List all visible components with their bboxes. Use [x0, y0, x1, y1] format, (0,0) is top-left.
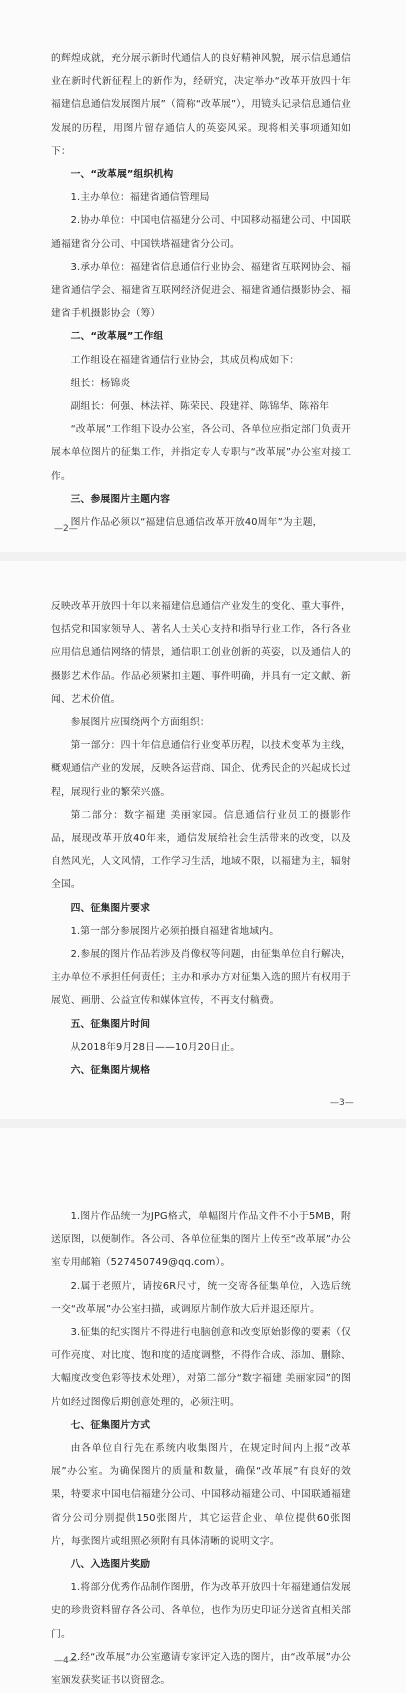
page-number: —3—	[330, 1098, 354, 1108]
body-paragraph: 1.第一部分参展图片必须拍摄自福建省地域内。	[70, 925, 280, 937]
body-paragraph: 2.经“改革展”办公室邀请专家评定入选的图片，由“改革展”办公室颁发获奖证书以资留念。	[51, 1651, 351, 1687]
section-heading: 七、征集图片方式	[70, 1419, 151, 1431]
body-paragraph: 由各单位自行先在系统内收集图片，在规定时间内上报“改革展”办公室。为确保图片的质量和数量，确保“改革展”有良好的效果，特要求中国电信福建分公司、中国移动福建公司、中国联通福建省分公司分别提供150张图片，其它运营企业、单位提供60张图片，每张图片或组照必须附有具体清晰的说明文字。	[51, 1443, 351, 1547]
body-paragraph: 1.主办单位：福建省通信管理局	[70, 192, 210, 204]
body-paragraph: 图片作品必须以“福建信息通信改革开放40周年”为主题，	[70, 517, 323, 529]
body-paragraph: 3.承办单位：福建省信息通信行业协会、福建省互联网协会、福建省通信学会、福建省互联网经济促进会、福建省通信摄影协会、福建省手机摄影协会（筹）	[51, 261, 351, 320]
section-heading: 八、入选图片奖励	[70, 1559, 151, 1571]
section-heading: 三、参展图片主题内容	[70, 493, 171, 505]
body-paragraph: 2.协办单位：中国电信福建分公司、中国移动福建公司、中国联通福建省分公司、中国铁塔福建省分公司。	[51, 215, 351, 250]
page-number: —4—	[54, 1656, 78, 1666]
body-paragraph: 2.属于老照片，请按6R尺寸，统一交寄各征集单位，入选后统一交“改革展”办公室扫描，或调原片制作放大后并退还原片。	[51, 1280, 351, 1315]
section-heading: 六、征集图片规格	[70, 1065, 151, 1077]
section-heading: 一、“改革展”组织机构	[70, 169, 174, 181]
document-page-3	[0, 561, 406, 1119]
body-paragraph: 1.将部分优秀作品制作图册，作为改革开放四十年福建通信发展史的珍贵资料留存各公司、各单位，也作为历史印证分送省直相关部门。	[51, 1582, 351, 1640]
body-paragraph: 组长：杨锦炎	[70, 377, 131, 389]
body-paragraph: 的辉煌成就，充分展示新时代通信人的良好精神风貌，展示信息通信业在新时代新征程上的新作为，经研究，决定举办“改革开放四十年福建信息通信发展图片展”（简称“改革展”），用镜头记录信息通信业发展的历程，用图片留存通信人的英姿风采。现将相关事项通知如下：	[51, 53, 351, 157]
page-2-body	[51, 47, 351, 534]
body-paragraph: 第二部分：数字福建 美丽家园。信息通信行业员工的摄影作品，展现改革开放40年来，通信发展给社会生活带来的改变，以及自然风光，人文风情，工作学习生活，地域不限，以福建为主，辐射全国。	[51, 809, 351, 891]
body-paragraph: 第一部分：四十年信息通信行业变革历程，以技术变革为主线，概观通信产业的发展，反映各运营商、国企、优秀民企的兴起成长过程，展现行业的繁荣兴盛。	[51, 740, 351, 798]
body-paragraph: 参展图片应围绕两个方面组织：	[70, 717, 210, 729]
section-heading: 五、征集图片时间	[70, 1018, 151, 1030]
body-paragraph: 2.参展的图片作品若涉及肖像权等问题，由征集单位自行解决，主办单位不承担任何责任；主办和承办方对征集入选的照片有权用于展览、画册、公益宣传和媒体宣传，不再支付稿费。	[51, 949, 351, 1007]
section-heading: 二、“改革展”工作组	[70, 331, 164, 343]
body-paragraph: 1.图片作品统一为JPG格式，单幅图片作品文件不小于5MB，附送原图，以便制作。各公司、各单位征集的图片上传至“改革展”办公室专用邮箱（527450749@qq.com）。	[51, 1211, 351, 1269]
page-4-body	[51, 1205, 351, 1692]
page-3-body	[51, 595, 351, 1082]
body-paragraph: 从2018年9月28日——10月20日止。	[70, 1041, 241, 1053]
body-paragraph: “改革展”工作组下设办公室，各公司、各单位应指定部门负责开展本单位图片的征集工作，并指定专人专职与“改革展”办公室对接工作。	[51, 424, 351, 482]
section-heading: 四、征集图片要求	[70, 902, 151, 914]
body-paragraph: 反映改革开放四十年以来福建信息通信产业发生的变化、重大事件，包括党和国家领导人、著名人士关心支持和指导行业工作，各行各业应用信息通信网络的情景，通信职工创业创新的英姿，以及通信人的摄影艺术作品。作品必须紧扣主题、事件明确，并具有一定文献、新闻、艺术价值。	[51, 601, 351, 705]
page-number: —2—	[54, 524, 78, 534]
body-paragraph: 工作组设在福建省通信行业协会，其成员构成如下：	[70, 354, 300, 366]
document-page-4	[0, 1128, 406, 1693]
body-paragraph: 副组长：何强、林法祥、陈荣民、段建祥、陈锦华、陈裕年	[70, 401, 330, 413]
document-page-2	[0, 0, 406, 552]
body-paragraph: 3.征集的纪实图片不得进行电脑创意和改变原始影像的要素（仅可作亮度、对比度、饱和度的适度调整，不得作合成、添加、删除、大幅度改变色彩等技术处理），对第二部分“数字福建 美丽家园”的图片如经过图像后期创意处理的，必须注明。	[51, 1327, 351, 1408]
